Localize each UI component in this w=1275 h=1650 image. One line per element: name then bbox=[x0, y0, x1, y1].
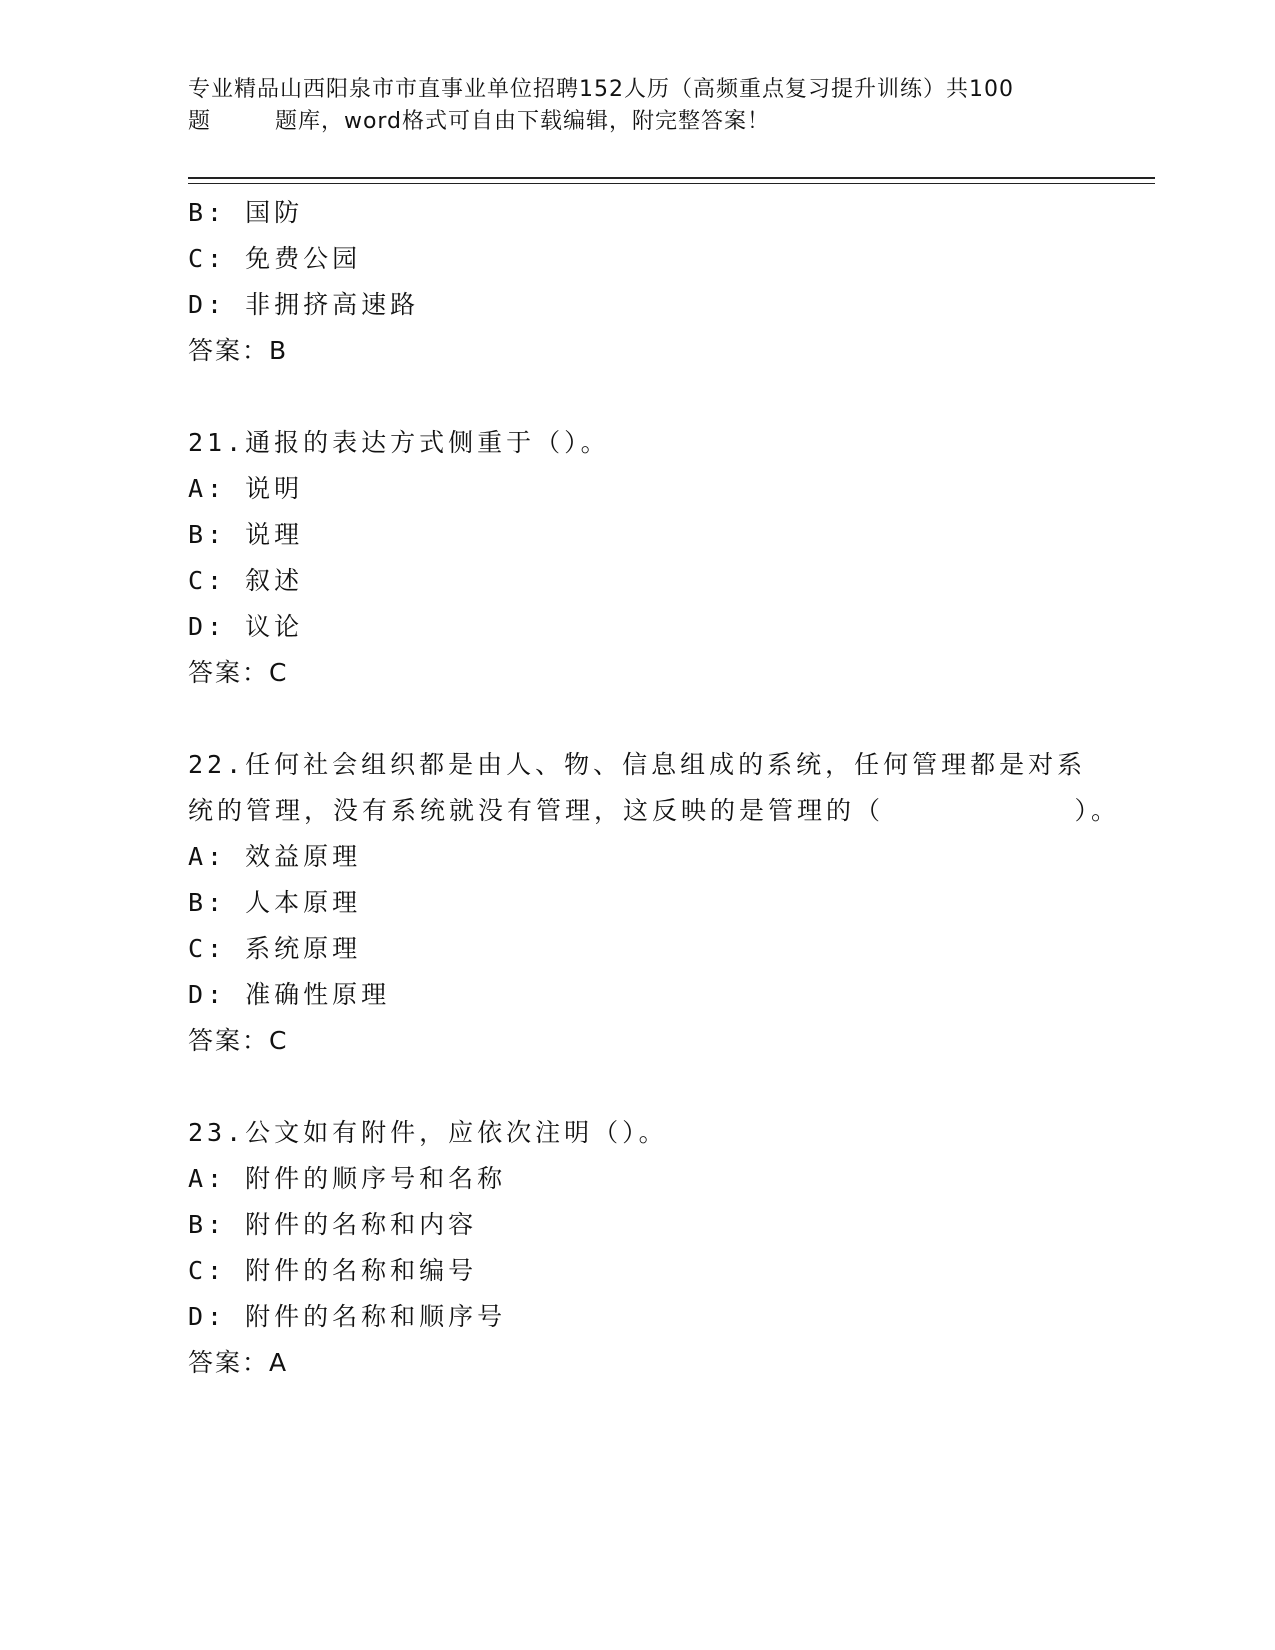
document-header bbox=[188, 74, 1088, 138]
option-c: C: 叙述 bbox=[188, 566, 304, 595]
spacer bbox=[188, 1064, 1148, 1110]
header-rule-thin bbox=[188, 183, 1155, 184]
option-d: D: 附件的名称和顺序号 bbox=[188, 1302, 507, 1331]
option-a: A: 附件的顺序号和名称 bbox=[188, 1164, 507, 1193]
option-d: D: 议论 bbox=[188, 612, 304, 641]
header-title-line-2: 题 题库，word格式可自由下载编辑，附完整答案！ bbox=[188, 109, 771, 134]
header-title-line-1: 专业精品山西阳泉市市直事业单位招聘152人历（高频重点复习提升训练）共100 bbox=[188, 77, 1014, 102]
answer-line: 答案：C bbox=[188, 1026, 289, 1055]
question-block-21 bbox=[188, 420, 1148, 696]
answer-line: 答案：A bbox=[188, 1348, 289, 1377]
question-text-line-1: 22.任何社会组织都是由人、物、信息组成的系统，任何管理都是对系 bbox=[188, 750, 1087, 779]
option-d: D: 非拥挤高速路 bbox=[188, 290, 420, 319]
option-b: B: 人本原理 bbox=[188, 888, 362, 917]
question-block-20 bbox=[188, 190, 1148, 374]
option-b: B: 说理 bbox=[188, 520, 304, 549]
question-text-line-2: 统的管理，没有系统就没有管理，这反映的是管理的（ ）。 bbox=[188, 796, 1121, 825]
option-c: C: 附件的名称和编号 bbox=[188, 1256, 478, 1285]
option-c: C: 系统原理 bbox=[188, 934, 362, 963]
option-a: A: 说明 bbox=[188, 474, 304, 503]
question-text: 21.通报的表达方式侧重于（）。 bbox=[188, 428, 610, 457]
option-a: A: 效益原理 bbox=[188, 842, 362, 871]
option-b: B: 附件的名称和内容 bbox=[188, 1210, 478, 1239]
question-list bbox=[188, 190, 1148, 1386]
option-b: B: 国防 bbox=[188, 198, 304, 227]
answer-line: 答案：C bbox=[188, 658, 289, 687]
option-c: C: 免费公园 bbox=[188, 244, 362, 273]
spacer bbox=[188, 696, 1148, 742]
header-rule-thick bbox=[188, 177, 1155, 179]
question-block-22 bbox=[188, 742, 1148, 1064]
question-block-23 bbox=[188, 1110, 1148, 1386]
answer-line: 答案：B bbox=[188, 336, 289, 365]
question-text: 23.公文如有附件，应依次注明（）。 bbox=[188, 1118, 668, 1147]
spacer bbox=[188, 374, 1148, 420]
option-d: D: 准确性原理 bbox=[188, 980, 391, 1009]
